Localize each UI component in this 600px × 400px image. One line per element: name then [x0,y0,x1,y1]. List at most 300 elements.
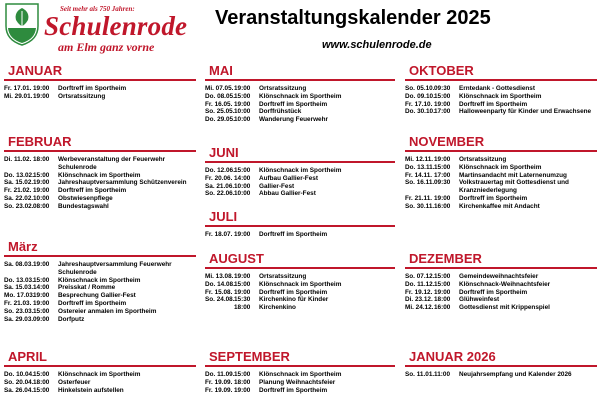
event-time: 15:00 [234,371,251,378]
event-title: Volkstrauertag mit Gottesdienst und Kranzniederlegung [459,179,569,195]
event-date [205,108,234,116]
event-title: Dorfputz [58,315,85,323]
event-weekday: Do. [405,280,416,288]
event-title: Dorffrühstück [259,108,302,116]
event-date [405,195,434,203]
event-title: Glühweinfest [459,296,500,304]
month-title: FEBRUAR [8,134,72,149]
event-day: 30.11. [416,202,435,210]
event-time: 18:00 [33,156,50,163]
event-title: Gemeindeweihnachtsfeier [459,273,539,280]
event-title: Dorftreff im Sportheim [58,85,127,92]
event-day: 07.05. [215,85,234,92]
event-day: 15.02. [15,179,34,187]
event-date [405,164,434,172]
event-title: Kirchenkaffee mit Andacht [459,202,540,210]
event-time: 19:00 [234,100,251,108]
event-weekday: So. [405,85,415,92]
event-time: 15:00 [234,280,251,288]
event-day: 05.10. [416,85,435,92]
event-title: Ostereier anmalen im Sportheim [58,307,157,315]
event-title: Dorftreff im Sportheim [259,231,328,238]
event-row [405,172,597,180]
event-title: Besprechung Gallier-Fest [58,292,136,300]
event-row [4,156,196,172]
event-time: 10:00 [234,190,251,198]
event-title: Dorftreff im Sportheim [259,100,328,108]
event-day: 18.07. [214,231,233,238]
event-weekday: Fr. [205,100,213,108]
event-weekday: Fr. [405,171,413,179]
event-title: Aufbau Gallier-Fest [259,174,318,182]
event-time: 15:00 [434,280,451,288]
event-row [205,190,395,198]
event-weekday: Fr. [405,194,413,202]
event-row [4,187,196,195]
event-date [405,281,434,289]
event-day: 13.08. [215,273,234,280]
event-date [4,387,33,395]
event-weekday: Fr. [205,231,213,238]
event-time: 15:00 [234,167,251,174]
event-row [205,175,395,183]
month-divider [205,225,395,227]
month-divider [205,79,395,81]
event-row [405,164,597,172]
event-date [205,371,234,379]
event-row [405,203,597,211]
event-weekday: Fr. [205,386,213,394]
event-weekday: Do. [205,116,216,124]
event-title: Gallier-Fest [259,182,295,190]
month-title: MAI [209,63,233,78]
event-day: 12.06. [217,167,235,174]
month-divider [405,267,597,269]
event-row [4,195,196,203]
event-time: 15:00 [33,276,50,284]
event-row [405,101,597,109]
event-time: 19:00 [33,92,50,100]
event-time: 17:00 [434,171,451,179]
month-section-august [205,250,395,312]
event-day: 14.08. [217,280,235,288]
event-weekday: Do. [4,171,15,179]
event-date [4,316,33,324]
page-title: Veranstaltungskalender 2025 [215,7,491,29]
event-day: 08.03. [15,261,34,268]
event-weekday: So. [405,371,415,378]
event-title: Klönschnack im Sportheim [58,171,141,179]
event-day: 30.10. [417,108,435,116]
event-title: Wanderung Feuerwehr [259,116,329,124]
event-day: 08.05. [217,92,235,100]
event-time: 17:00 [434,108,451,116]
event-time: 18:00 [234,378,251,386]
event-row [205,85,395,93]
event-date [205,231,234,239]
event-day: 25.05. [216,108,235,116]
month-divider [205,267,395,269]
event-date [4,203,33,211]
event-weekday: Fr. [205,378,213,386]
event-row [205,296,395,304]
brand-name: Schulenrode [44,11,188,41]
event-weekday: Di. [4,156,13,163]
month-title: JUNI [209,145,239,160]
event-row [205,101,395,109]
month-section-juni [205,144,395,198]
month-title: APRIL [8,349,47,364]
event-row-continued [205,304,395,312]
month-divider [4,255,196,257]
event-day: 15.03. [15,284,34,292]
event-row [4,179,196,187]
event-weekday: So. [4,378,14,386]
event-row [205,93,395,101]
event-date [205,273,234,281]
event-time: 10:00 [234,108,251,116]
event-row [4,300,196,308]
event-time: 19:00 [234,85,251,92]
event-date [405,172,434,180]
event-row [205,273,395,281]
event-date [4,292,33,300]
event-weekday: Mi. [205,273,214,280]
event-weekday: Sa. [4,284,14,292]
event-day: 21.06. [216,182,235,190]
event-title: Klönschnack im Sportheim [459,163,542,171]
event-title: Obstwiesenpflege [58,194,113,202]
event-date [405,203,434,211]
event-row [405,93,597,101]
event-weekday: Fr. [205,288,213,296]
event-title: Klönschnack im Sportheim [259,92,342,100]
month-section-april [4,348,196,394]
month-divider [4,79,196,81]
event-weekday: Do. [205,92,216,100]
event-row [4,379,196,387]
event-row [405,108,597,116]
event-date [4,379,33,387]
event-date [405,289,434,297]
event-time: 14:00 [234,174,251,182]
event-time: 18:00 [434,296,451,304]
month-divider [405,79,597,81]
event-day: 23.03. [15,307,34,315]
event-date [205,190,234,198]
event-date [405,296,434,304]
event-day: 11.02. [13,156,32,163]
month-section-dezember [405,250,597,312]
event-weekday: Fr. [4,187,12,195]
month-title: NOVEMBER [409,134,485,149]
event-time: 19:00 [434,100,451,108]
month-section-januar2026 [405,348,597,379]
event-title: Planung Weihnachtsfeier [259,378,336,386]
event-time: 19:00 [434,288,451,296]
event-time: 16:00 [434,304,451,312]
event-title: Ortsratssitzung [58,92,106,100]
event-day: 21.11. [414,194,433,202]
event-time: 09:30 [434,85,451,92]
event-date [4,308,33,316]
event-weekday: Sa. [205,182,215,190]
event-row [205,231,395,239]
event-title: Kirchenkino [259,304,296,312]
event-time: 09:30 [434,179,451,187]
event-day: 09.10. [417,92,435,100]
event-weekday: So. [205,296,215,304]
event-time: 10:00 [33,194,50,202]
event-day: 20.04. [15,378,34,386]
event-date [405,108,434,116]
event-row [205,183,395,191]
event-time: 08:00 [33,202,50,210]
event-title: Dorftreff im Sportheim [259,288,328,296]
event-weekday: Sa. [4,315,14,323]
event-row [4,85,196,93]
month-divider [405,365,597,367]
month-section-maerz [4,238,196,323]
event-date [205,379,234,387]
event-weekday: Fr. [4,299,12,307]
event-weekday: Sa. [4,261,14,268]
event-title: Erntedank - Gottesdienst [459,85,535,92]
event-day: 26.04. [15,386,34,394]
event-date [4,85,33,93]
event-row [4,277,196,285]
event-time: 19:00 [33,187,50,195]
event-row [405,179,597,195]
event-date [205,175,234,183]
event-weekday: So. [4,307,14,315]
month-title: AUGUST [209,251,264,266]
event-day: 13.02. [16,171,34,179]
event-weekday: Do. [205,167,216,174]
event-title: Dorftreff im Sportheim [459,100,528,108]
event-title: Jahreshauptversammlung Feuerwehr Schulenrode [58,261,172,276]
event-weekday: Di. [405,296,414,304]
event-row [205,289,395,297]
event-weekday: Mi. [405,304,414,312]
month-title: März [8,239,38,254]
event-row [4,172,196,180]
event-date [205,289,234,297]
event-weekday: Mi. [405,156,414,163]
event-date [205,167,234,175]
brand-tagline: Seit mehr als 750 Jahren: [60,5,135,13]
event-time: 15:00 [33,386,50,394]
event-day: 11.12. [417,280,435,288]
event-day: 24.12. [415,304,434,312]
event-title: Dorftreff im Sportheim [58,187,127,195]
event-time: 15:00 [33,307,50,315]
event-time: 18:00 [234,304,251,312]
event-row [405,156,597,164]
event-date [405,93,434,101]
event-day: 16.05. [214,100,233,108]
month-divider [4,365,196,367]
month-title: OKTOBER [409,63,474,78]
event-day: 17.03. [16,292,35,300]
event-weekday: Fr. [405,100,413,108]
event-time: 15:00 [434,273,451,280]
event-day: 24.08. [216,296,235,304]
event-weekday: So. [405,202,415,210]
month-divider [205,161,395,163]
event-day: 19.09. [214,386,233,394]
event-title: Werbeveranstaltung der Feuerwehr Schulenrode [58,156,166,171]
event-time: 10:00 [234,116,251,124]
event-day: 10.04. [16,371,34,378]
event-title: Gottesdienst mit Krippenspiel [459,304,550,312]
event-day: 13.03. [16,276,34,284]
event-day: 29.05. [217,116,235,124]
event-title: Ortsratssitzung [259,273,307,280]
event-weekday: Fr. [205,174,213,182]
event-title: Ortsratssitzung [259,85,307,92]
event-weekday: Do. [405,108,416,116]
event-time: 19:00 [33,292,50,300]
event-day: 21.02. [13,187,32,195]
event-date [205,85,234,93]
event-time: 15:00 [434,163,451,171]
event-row [205,116,395,124]
event-date [205,101,234,109]
event-row [205,108,395,116]
event-weekday: Do. [405,92,416,100]
month-section-oktober [405,62,597,116]
event-weekday: Do. [4,371,15,378]
event-date [205,387,234,395]
event-date [4,277,33,285]
event-row [4,308,196,316]
event-row [4,292,196,300]
event-weekday: So. [205,108,215,116]
event-weekday: Fr. [4,85,12,92]
event-time: 11:00 [434,371,450,378]
event-date [4,261,33,277]
event-time: 19:00 [33,179,50,187]
event-date [205,296,234,304]
event-weekday: Do. [4,276,15,284]
event-title: Dorftreff im Sportheim [459,288,528,296]
event-time: 19:00 [234,273,251,280]
event-day: 19.12. [414,288,433,296]
event-title: Kirchenkino für Kinder [259,296,329,304]
event-time: 19:00 [234,288,251,296]
event-date [405,273,434,281]
event-row [4,203,196,211]
month-title: JANUAR [8,63,63,78]
event-time: 18:00 [33,378,50,386]
event-date [4,284,33,292]
event-date [4,93,33,101]
event-date [405,85,434,93]
event-title: Neujahrsempfang und Kalender 2026 [459,371,572,378]
event-weekday: Do. [205,280,216,288]
event-date [4,300,33,308]
event-time: 15:00 [234,92,251,100]
event-day: 12.11. [415,156,434,163]
event-date [405,179,434,195]
event-date [205,183,234,191]
event-day: 07.12. [416,273,435,280]
event-row [4,371,196,379]
event-day: 13.11. [417,163,435,171]
event-day: 14.11. [414,171,433,179]
event-title: Klönschnack im Sportheim [259,371,342,378]
event-time: 19:00 [434,156,451,163]
month-title: JULI [209,209,238,224]
event-day: 11.09. [217,371,235,378]
month-divider [205,365,395,367]
event-time: 19:00 [33,261,50,268]
event-row [205,387,395,395]
event-row [4,316,196,324]
event-weekday: Mi. [4,92,13,100]
month-divider [405,150,597,152]
event-weekday: Sa. [4,386,14,394]
event-time: 19:00 [234,231,251,238]
event-time: 19:00 [33,85,50,92]
event-weekday: Fr. [405,288,413,296]
event-day: 22.02. [15,194,34,202]
event-title: Klönschnack im Sportheim [58,276,141,284]
event-title: Dorftreff im Sportheim [459,194,528,202]
event-date [4,172,33,180]
event-row [4,261,196,277]
event-date [405,304,434,312]
month-section-februar [4,133,196,211]
event-title: Ortsratssitzung [459,156,507,163]
event-date [4,187,33,195]
event-time: 09:00 [33,315,50,323]
event-date [405,156,434,164]
event-day: 22.06. [216,190,235,198]
event-row [4,93,196,101]
event-weekday: Mi. [205,85,214,92]
month-section-juli [205,208,395,239]
event-row [4,284,196,292]
event-row [205,167,395,175]
event-weekday: So. [405,179,415,187]
event-time: 19:00 [434,194,451,202]
event-time: 14:00 [33,284,50,292]
event-weekday: Mo. [4,292,16,300]
event-day: 29.01. [14,92,33,100]
event-row [205,371,395,379]
event-row [4,387,196,395]
month-section-mai [205,62,395,124]
event-day: 16.11. [416,179,435,187]
event-date [4,195,33,203]
event-weekday: So. [4,202,14,210]
event-day: 21.03. [13,299,32,307]
event-date [405,371,434,379]
event-row [405,296,597,304]
event-title: Dorftreff im Sportheim [259,386,328,394]
event-date [405,101,434,109]
event-time: 10:00 [234,182,251,190]
website-link[interactable]: www.schulenrode.de [322,39,432,51]
event-time: 19:00 [234,386,251,394]
event-time: 15:00 [33,371,50,378]
brand-subtitle: am Elm ganz vorne [58,40,155,54]
month-divider [4,150,196,152]
event-day: 29.03. [15,315,34,323]
event-title: Preisskat / Romme [58,284,116,292]
